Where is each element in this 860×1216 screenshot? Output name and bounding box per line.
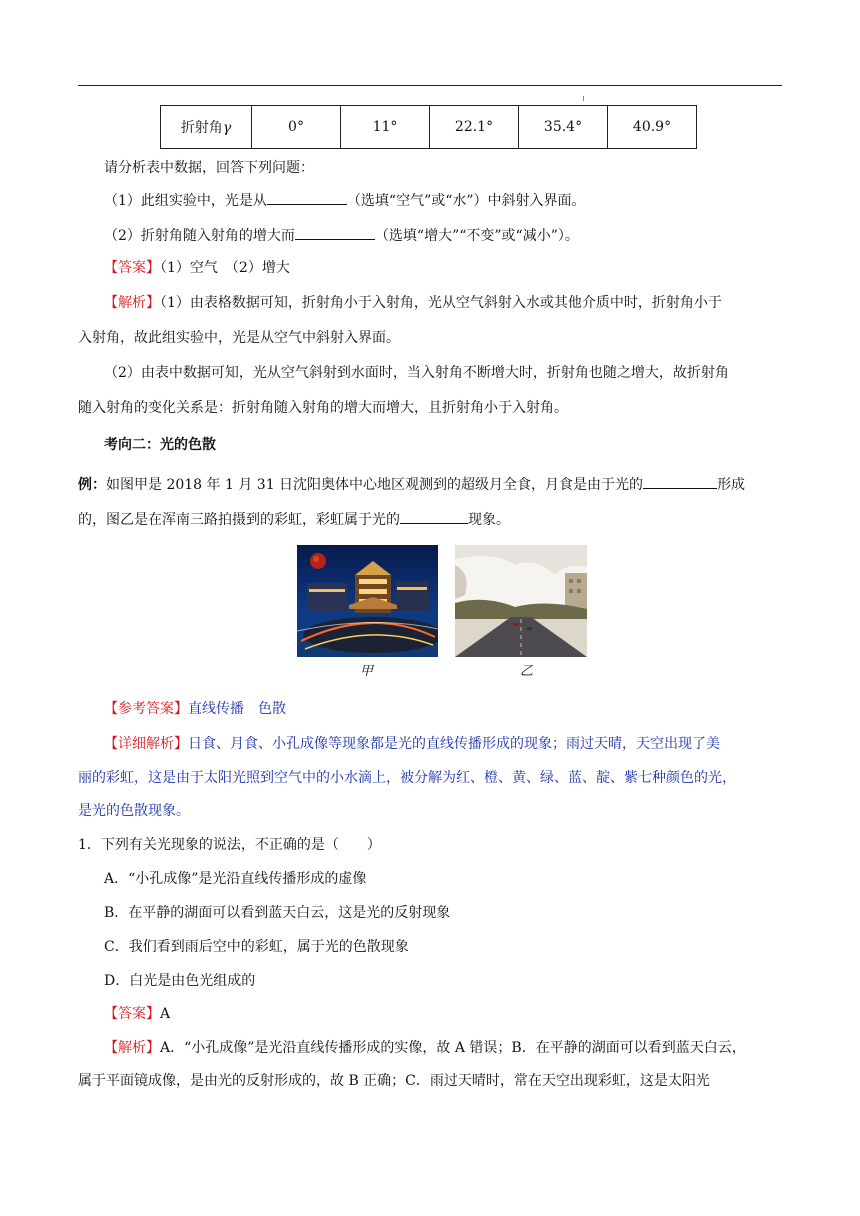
table-cell: 22.1°	[430, 106, 519, 149]
analysis-tag: 【解析】	[104, 1040, 160, 1056]
answer-blank	[400, 509, 468, 524]
caption-right: 乙	[520, 664, 534, 679]
table-cell: 40.9°	[608, 106, 697, 149]
detailed-analysis-line-3: 是光的色散现象。	[78, 803, 190, 819]
lunar-eclipse-photo	[297, 545, 438, 657]
table-row-label: 折射角γ	[161, 106, 252, 149]
question-1: （1）此组实验中，光是从 （选填“空气”或“水”）中斜射入界面。	[104, 190, 586, 211]
rainbow-photo	[455, 545, 587, 657]
detailed-analysis-line-1: 【详细解析】日食、月食、小孔成像等现象都是光的直线传播形成的现象；雨过天晴，天空出现了美	[104, 736, 720, 752]
table-cell: 35.4°	[519, 106, 608, 149]
answer-blank	[643, 474, 717, 489]
refraction-angle-table	[160, 105, 697, 149]
analysis-2-line-1: 【解析】A．“小孔成像”是光沿直线传播形成的实像，故 A 错误；B．在平静的湖面可以看到蓝天白云，	[104, 1040, 746, 1056]
table-row	[161, 106, 697, 149]
answer-blank	[267, 190, 347, 205]
option-a: A．“小孔成像”是光沿直线传播形成的虚像	[104, 871, 367, 887]
detailed-analysis-line-2: 丽的彩虹，这是由于太阳光照到空气中的小水滴上，被分解为红、橙、黄、绿、蓝、靛、紫七种颜色的光，	[78, 770, 736, 786]
reference-answer: 【参考答案】直线传播 色散	[104, 701, 286, 717]
table-cell: 11°	[341, 106, 430, 149]
analysis-1-line-1: 【解析】（1）由表格数据可知，折射角小于入射角，光从空气斜射入水或其他介质中时，折射角小于	[104, 295, 722, 311]
example-line-2: 的，图乙是在浑南三路拍摄到的彩虹，彩虹属于光的 现象。	[78, 509, 510, 530]
analysis-1-line-4: 随入射角的变化关系是：折射角随入射角的增大而增大，且折射角小于入射角。	[78, 400, 568, 416]
header-rule	[78, 85, 782, 86]
caption-left: 甲	[360, 664, 374, 679]
reference-answer-tag: 【参考答案】	[104, 701, 188, 717]
detailed-analysis-tag: 【详细解析】	[104, 736, 188, 752]
gamma-symbol: γ	[222, 120, 232, 136]
table-cell: 0°	[252, 106, 341, 149]
answer-blank	[295, 225, 375, 240]
question-2: （2）折射角随入射角的增大而 （选填“增大”“不变”或“减小”）。	[104, 225, 579, 246]
example-label: 例：	[78, 477, 106, 493]
answer-1: 【答案】（1）空气 （2）增大	[104, 260, 290, 276]
analysis-2-line-2: 属于平面镜成像，是由光的反射形成的，故 B 正确；C．雨过天晴时，常在天空出现彩虹，这是太阳光	[78, 1073, 710, 1089]
option-b: B．在平静的湖面可以看到蓝天白云，这是光的反射现象	[104, 905, 451, 921]
analysis-1-line-3: （2）由表中数据可知，光从空气斜射到水面时，当入射角不断增大时，折射角也随之增大，故折射角	[104, 365, 729, 381]
answer-tag: 【答案】	[104, 260, 160, 276]
example-line-1: 例：如图甲是 2018 年 1 月 31 日沈阳奥体中心地区观测到的超级月全食，月食是由于光的 形成	[78, 474, 745, 495]
analysis-tag: 【解析】	[104, 295, 160, 311]
intro-text: 请分析表中数据，回答下列问题：	[104, 160, 314, 176]
section-heading: 考向二：光的色散	[104, 437, 216, 453]
answer-tag: 【答案】	[104, 1006, 160, 1022]
answer-2: 【答案】A	[104, 1006, 171, 1022]
question-stem: 1．下列有关光现象的说法，不正确的是（ ）	[78, 837, 381, 853]
option-c: C．我们看到雨后空中的彩虹，属于光的色散现象	[104, 939, 409, 955]
header-tick-mark	[583, 96, 584, 101]
option-d: D．白光是由色光组成的	[104, 973, 256, 989]
analysis-1-line-2: 入射角，故此组实验中，光是从空气中斜射入界面。	[78, 330, 400, 346]
